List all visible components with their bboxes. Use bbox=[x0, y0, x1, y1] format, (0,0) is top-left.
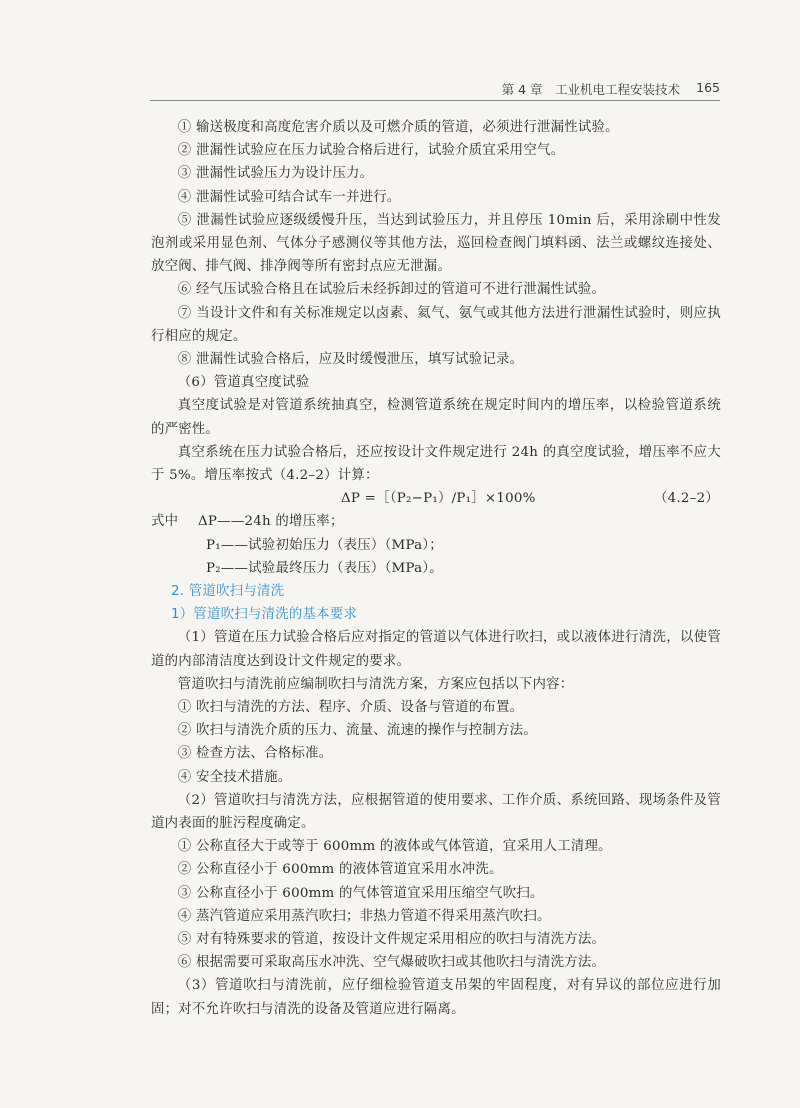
formula-legend-row bbox=[151, 534, 721, 557]
chapter-title: 第 4 章 工业机电工程安装技术 bbox=[501, 82, 680, 97]
page-number: 165 bbox=[696, 80, 720, 95]
paragraph: ① 输送极度和高度危害介质以及可燃介质的管道，必须进行泄漏性试验。 bbox=[177, 120, 619, 135]
paragraph: ⑤ 对有特殊要求的管道，按设计文件规定采用相应的吹扫与清洗方法。 bbox=[177, 932, 606, 948]
paragraph: ③ 泄漏性试验压力为设计压力。 bbox=[177, 166, 374, 182]
paragraph: ② 泄漏性试验应在压力试验合格后进行，试验介质宜采用空气。 bbox=[177, 143, 565, 159]
formula-legend-row bbox=[151, 510, 721, 533]
paragraph: ② 吹扫与清洗介质的压力、流量、流速的操作与控制方法。 bbox=[177, 723, 537, 739]
paragraph: （1）管道在压力试验合格后应对指定的管道以气体进行吹扫，或以液体进行清洗，以使管道的内部清洁度达到设计文件规定的要求。 bbox=[151, 630, 721, 669]
page-body bbox=[151, 116, 721, 1021]
page-header bbox=[150, 76, 720, 101]
formula bbox=[151, 487, 721, 510]
paragraph: ⑤ 泄漏性试验应逐级缓慢升压，当达到试验压力，并且停压 10min 后，采用涂刷中性发泡剂或采用显色剂、气体分子感测仪等其他方法，巡回检查阀门填料函、法兰或螺纹连接处、放空阀、排气阀、排净阀等所有密封点应无泄漏。 bbox=[151, 212, 721, 275]
paragraph: ① 吹扫与清洗的方法、程序、介质、设备与管道的布置。 bbox=[177, 700, 524, 716]
paragraph: ④ 安全技术措施。 bbox=[177, 769, 292, 785]
paragraph: （3）管道吹扫与清洗前，应仔细检验管道支吊架的牢固程度，对有异议的部位应进行加固；对不允许吹扫与清洗的设备及管道应进行隔离。 bbox=[151, 978, 721, 1017]
legend-item: P₁——试验初始压力（表压）（MPa）； bbox=[206, 537, 443, 553]
subsection-title: （6）管道真空度试验 bbox=[177, 375, 310, 391]
paragraph: ⑥ 根据需要可采取高压水冲洗、空气爆破吹扫或其他吹扫与清洗方法。 bbox=[177, 955, 606, 971]
paragraph: ① 公称直径大于或等于 600mm 的液体或气体管道，宜采用人工清理。 bbox=[177, 839, 612, 855]
paragraph: ⑧ 泄漏性试验合格后，应及时缓慢泄压，填写试验记录。 bbox=[177, 352, 524, 368]
subsection-heading: 1）管道吹扫与清洗的基本要求 bbox=[171, 607, 358, 623]
paragraph: 真空度试验是对管道系统抽真空，检测管道系统在规定时间内的增压率，以检验管道系统的严密性。 bbox=[151, 398, 721, 437]
legend-item: P₂——试验最终压力（表压）（MPa）。 bbox=[206, 560, 443, 576]
paragraph: 管道吹扫与清洗前应编制吹扫与清洗方案，方案应包括以下内容： bbox=[177, 676, 574, 692]
paragraph: ④ 泄漏性试验可结合试车一并进行。 bbox=[177, 189, 401, 205]
paragraph: ⑥ 经气压试验合格且在试验后未经拆卸过的管道可不进行泄漏性试验。 bbox=[177, 282, 606, 298]
paragraph: （2）管道吹扫与清洗方法，应根据管道的使用要求、工作介质、系统回路、现场条件及管道内表面的脏污程度确定。 bbox=[151, 792, 721, 832]
formula-expression: ΔP =［（P₂−P₁）/P₁］×100% bbox=[341, 491, 536, 507]
formula-number: （4.2–2） bbox=[653, 491, 719, 507]
formula-legend-row bbox=[151, 557, 721, 580]
paragraph: ⑦ 当设计文件和有关标准规定以卤素、氦气、氨气或其他方法进行泄漏性试验时，则应执行相应的规定。 bbox=[151, 305, 721, 344]
paragraph: ③ 公称直径小于 600mm 的气体管道宜采用压缩空气吹扫。 bbox=[177, 885, 544, 901]
paragraph: 真空系统在压力试验合格后，还应按设计文件规定进行 24h 的真空度试验，增压率不应大于 5%。增压率按式（4.2–2）计算： bbox=[151, 444, 721, 484]
section-heading: 2. 管道吹扫与清洗 bbox=[171, 584, 285, 599]
legend-label: 式中 bbox=[151, 514, 179, 530]
paragraph: ④ 蒸汽管道应采用蒸汽吹扫；非热力管道不得采用蒸汽吹扫。 bbox=[177, 908, 551, 924]
legend-item: ΔP——24h 的增压率； bbox=[198, 514, 344, 530]
paragraph: ② 公称直径小于 600mm 的液体管道宜采用水冲洗。 bbox=[177, 862, 503, 878]
paragraph: ③ 检查方法、合格标准。 bbox=[177, 746, 333, 762]
